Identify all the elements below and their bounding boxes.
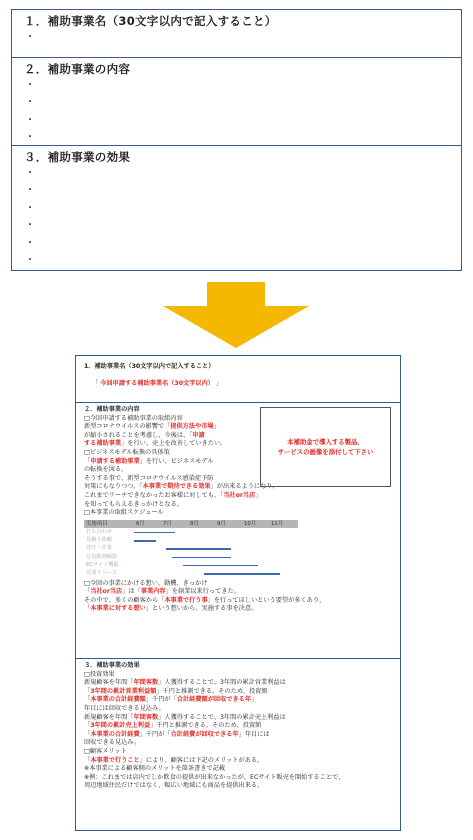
text-line: 年目には回収できる見込み。 <box>84 704 165 712</box>
text-line: を知ってもらえるきっかけとなる。 <box>84 500 183 508</box>
schedule-row <box>84 544 298 552</box>
text-line: 「本事業で行うこと」により、顧客には下記のメリットがある。 <box>84 756 264 764</box>
text-line: する補助事業」を行い、売上を改善していきたい。 <box>84 440 227 448</box>
schedule-bar <box>166 548 231 550</box>
bullet-line: ・ <box>25 237 35 249</box>
schedule-row-label: 写真動画撮影 <box>86 553 118 560</box>
schedule-header: 実施項目 6月 7月 8月 9月 10月 11月 <box>84 520 298 528</box>
form-section-project-effect <box>12 146 461 270</box>
application-form <box>11 9 462 271</box>
text-line: 「本事業の合計経費」千円が「合計経費が回収できる年」年目には <box>84 730 270 738</box>
text-line: 「3年間の累計売上利益」千円と推測できる。そのため、投資額 <box>84 722 262 730</box>
bullet-line: ・ <box>25 80 35 91</box>
schedule-row <box>84 553 298 561</box>
text-line: これまでリーチできなかったお客様に対しても、「当社or当店」 <box>84 491 262 499</box>
schedule-bar <box>183 565 259 567</box>
text-line: ※例：これまでは店内でしか飲食の提供が出来なかったが、ECサイト販売を開始することで、 <box>84 773 345 781</box>
section-title: ２．補助事業の内容 <box>24 62 131 76</box>
text-line: が縮小されることを考慮し、今後は、「申請 <box>84 431 205 439</box>
form-section-project-name <box>12 10 461 58</box>
schedule-row <box>84 561 298 569</box>
bullet-line: ・ <box>25 202 35 214</box>
text-line: の転換を図る。 <box>84 466 128 474</box>
section-title: ２．補助事業の内容 <box>84 406 140 413</box>
bullet-line: ・ <box>25 132 35 144</box>
text-line: 新規顧客を年間「年間客数」人獲得することで、3年間の累計営業利益は <box>84 679 286 687</box>
text-line: 「申請する補助事業」を行い、ビジネスモデル <box>84 457 214 465</box>
example-section-project-name <box>76 356 400 403</box>
bullet-line: ・ <box>25 185 35 197</box>
section-title: １．補助事業名（30文字以内で記入すること） <box>24 14 277 28</box>
schedule-rows <box>84 528 298 578</box>
example-section-project-effect <box>76 659 400 830</box>
text-line: □投資効果 <box>84 670 115 678</box>
text-line: 「3年間の累計営業利益額」千円と推測できる。そのため、投資額 <box>84 687 268 695</box>
text-line: □今回の事業にかける想い、動機、きっかけ <box>84 579 208 587</box>
example-section-project-content <box>76 403 400 659</box>
text-line: □ビジネスモデル転換の具体策 <box>84 448 170 456</box>
schedule-row-label: 打ち合わせ <box>86 528 112 535</box>
schedule-bar <box>172 557 231 559</box>
schedule-row <box>84 569 298 577</box>
schedule-bar <box>134 532 175 534</box>
text-line: 回収できる見込み。 <box>84 739 141 747</box>
bullet-line: ・ <box>25 114 35 126</box>
section-title: 1．補助事業名（30文字以内で記入すること） <box>84 363 215 370</box>
section-title: ３．補助事業の効果 <box>24 150 131 164</box>
bullet-line: ・ <box>25 220 35 232</box>
text-line: □本事業の取組スケジュール <box>84 509 164 517</box>
text-line: 対策にもなりつつ、「本事業で期待できる効果」が出来るようになり、 <box>84 483 279 491</box>
schedule-bar <box>134 540 156 542</box>
bullet-line: ・ <box>25 32 35 43</box>
schedule-table <box>84 520 298 578</box>
down-arrow-icon <box>163 282 309 348</box>
example-document <box>75 355 401 831</box>
project-name-placeholder: 今回申請する補助事業名（30文字以内） <box>100 379 214 387</box>
text-line: 新規顧客を年間「年間客数」人獲得することで、3年間の累計売上利益は <box>84 713 286 721</box>
text-line: □顧客メリット <box>84 747 127 755</box>
text-line: □今回申請する補助事業の取組内容 <box>84 414 183 422</box>
schedule-row <box>84 536 298 544</box>
text-line: 「本事業に対する想い」という想いから、実施する事を決意。 <box>84 605 258 613</box>
schedule-row-label: 完成リリース <box>86 570 117 577</box>
bullet-line: ・ <box>25 168 35 179</box>
project-name-line: 「 今回申請する補助事業名（30文字以内） 」 <box>92 379 223 387</box>
schedule-row <box>84 528 298 536</box>
text-line: 「当社or当店」は「事業内容」を創業以来行ってきた。 <box>84 588 240 596</box>
schedule-bar <box>204 573 280 575</box>
text-line: ※本事業による顧客側のメリットを箇条書きで記載 <box>84 765 226 773</box>
section-title: ３．補助事業の効果 <box>84 662 140 669</box>
bullet-line: ・ <box>25 97 35 109</box>
text-line: 周辺地域住民だけではなく、幅広い地域にも商品を提供出来る。 <box>84 782 264 790</box>
text-line: 新型コロナウイルスの影響で「提供方法や市場」 <box>84 423 220 431</box>
text-line: そうする事で、新型コロナウイルス感染症予防 <box>84 474 214 482</box>
product-image-placeholder: 本補助金で導入する製品、 サービスの画像を添付して下さい <box>260 407 391 487</box>
schedule-row-label: ECサイト構築 <box>86 561 119 568</box>
text-line: 「本事業の合計経費額」千円が「合計経費額が回収できる年」 <box>84 696 258 704</box>
bullet-line: ・ <box>25 255 35 267</box>
schedule-row-label: 発注・作業 <box>86 545 112 552</box>
text-line: その中で、多くの顧客から「本事業で行う事」を行ってほしいという要望が多くあり、 <box>84 596 326 604</box>
schedule-row-label: 見積り依頼 <box>86 537 112 544</box>
form-section-project-content <box>12 58 461 146</box>
